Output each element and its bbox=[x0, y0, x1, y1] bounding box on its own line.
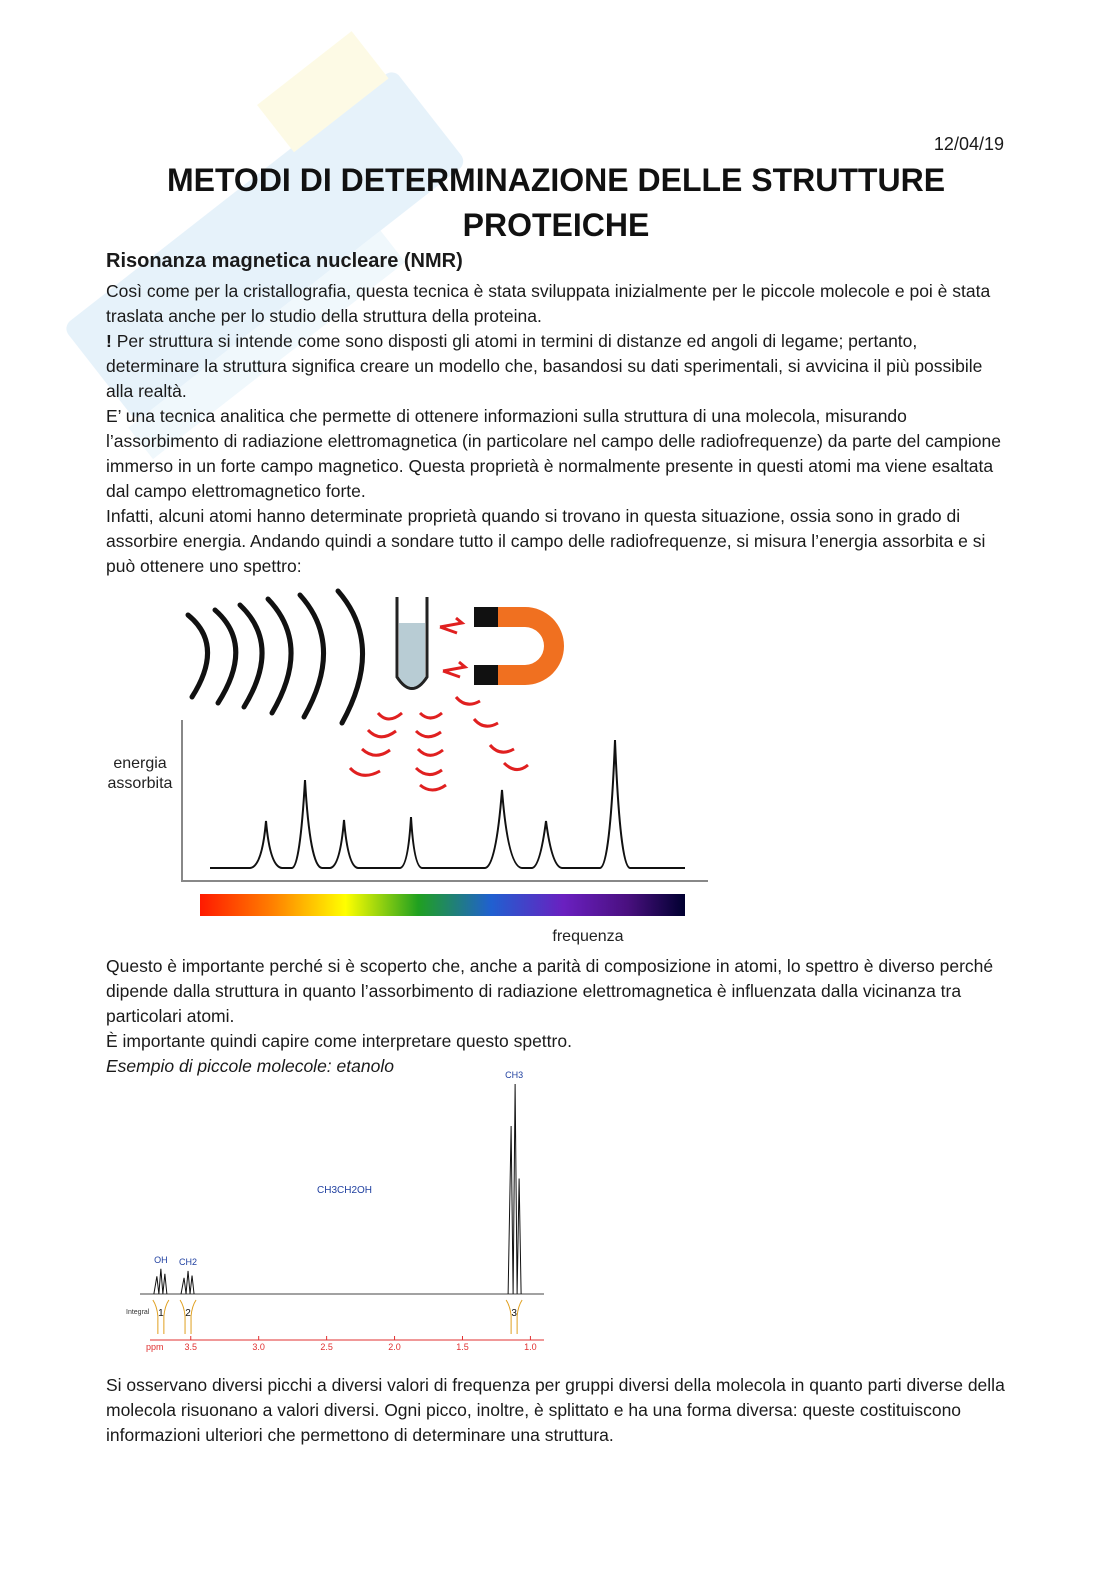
spectrum-axes bbox=[182, 720, 708, 881]
absorption-spectrum-line bbox=[210, 740, 685, 868]
exclamation-mark: ! bbox=[106, 331, 112, 351]
x-tick-label-5: 1.0 bbox=[524, 1342, 537, 1352]
document-date: 12/04/19 bbox=[933, 134, 1004, 154]
integral-value-3: 3 bbox=[511, 1308, 517, 1319]
x-axis-label: frequenza bbox=[552, 928, 624, 945]
peak-label-ch3: CH3 bbox=[505, 1070, 524, 1080]
peak-label-oh: OH bbox=[154, 1254, 168, 1265]
radio-waves-icon bbox=[188, 591, 363, 723]
frequency-color-bar bbox=[200, 894, 685, 916]
integral-value-1: 1 bbox=[158, 1308, 164, 1319]
x-tick-label-2: 2.5 bbox=[320, 1342, 333, 1352]
paragraph-8: Si osservano diversi picchi a diversi valori di frequenza per gruppi diversi della molecola in quanto parti diverse della molecola risuonano a valori diversi. Ogni picco, inoltre, è splittato e ha una forma diversa: queste costituiscono informazioni ulteriori che permettono di determinare una struttura. bbox=[106, 1375, 1005, 1445]
paragraph-2-text: Per struttura si intende come sono disposti gli atomi in termini di distanze ed angoli di legame; pertanto, determinare la struttura significa creare un modello che, basandosi su dati sperimentali, si avvicina il più possibile alla realtà. bbox=[106, 331, 983, 401]
title-line-1: METODI DI DETERMINAZIONE DELLE STRUTTURE bbox=[166, 162, 946, 198]
paragraph-1: Così come per la cristallografia, questa tecnica è stata sviluppata inizialmente per le piccole molecole e poi è stata traslata anche per lo studio della struttura della proteina. bbox=[106, 281, 991, 326]
peak-ch2 bbox=[181, 1271, 194, 1294]
y-axis-label-1: energia bbox=[113, 755, 167, 772]
field-arrows-icon bbox=[440, 618, 465, 677]
magnet-icon bbox=[474, 607, 564, 685]
integral-label: Integral bbox=[126, 1309, 150, 1316]
x-tick-label-1: 3.0 bbox=[252, 1342, 265, 1352]
x-tick-label-3: 2.0 bbox=[388, 1342, 401, 1352]
paragraph-2 bbox=[106, 329, 1011, 404]
integral-value-2: 2 bbox=[185, 1308, 191, 1319]
paragraph-6: È importante quindi capire come interpretare questo spettro. bbox=[106, 1031, 572, 1051]
ppm-label: ppm bbox=[146, 1342, 164, 1352]
chart-title: CH3CH2OH bbox=[317, 1185, 373, 1196]
nmr-schematic-figure bbox=[100, 585, 720, 950]
document-title bbox=[106, 158, 1006, 248]
emission-arcs-icon bbox=[350, 697, 528, 790]
paragraph-5: Questo è importante perché si è scoperto che, anche a parità di composizione in atomi, lo spettro è diverso perché dipende dalla struttura in quanto l’assorbimento di radiazione elettromagnetica è influenzata dalla vicinanza tra particolari atomi. bbox=[106, 956, 994, 1026]
section-heading: Risonanza magnetica nucleare (NMR) bbox=[106, 250, 463, 272]
x-tick-label-0: 3.5 bbox=[184, 1342, 198, 1352]
test-tube-icon bbox=[397, 597, 427, 689]
paragraph-7: Esempio di piccole molecole: etanolo bbox=[106, 1056, 394, 1076]
y-axis-label-2: assorbita bbox=[107, 775, 173, 792]
peak-oh bbox=[154, 1269, 167, 1294]
ethanol-nmr-chart bbox=[120, 1070, 560, 1356]
peak-label-ch2: CH2 bbox=[179, 1256, 198, 1267]
paragraph-3: E’ una tecnica analitica che permette di ottenere informazioni sulla struttura di una molecola, misurando l’assorbimento di radiazione elettromagnetica (in particolare nel campo delle radiofrequenze) da parte del campione immerso in un forte campo magnetico. Questa proprietà è normalmente presente in questi atomi ma viene esaltata dal campo elettromagnetico forte. bbox=[106, 406, 1001, 501]
peak-ch3 bbox=[508, 1084, 521, 1294]
title-line-2: PROTEICHE bbox=[462, 207, 650, 243]
paragraph-4: Infatti, alcuni atomi hanno determinate proprietà quando si trovano in questa situazione, ossia sono in grado di assorbire energia. Andando quindi a sondare tutto il campo delle radiofrequenze, si misura l’energia assorbita e si può ottenere uno spettro: bbox=[106, 506, 986, 576]
x-tick-label-4: 1.5 bbox=[456, 1342, 469, 1352]
